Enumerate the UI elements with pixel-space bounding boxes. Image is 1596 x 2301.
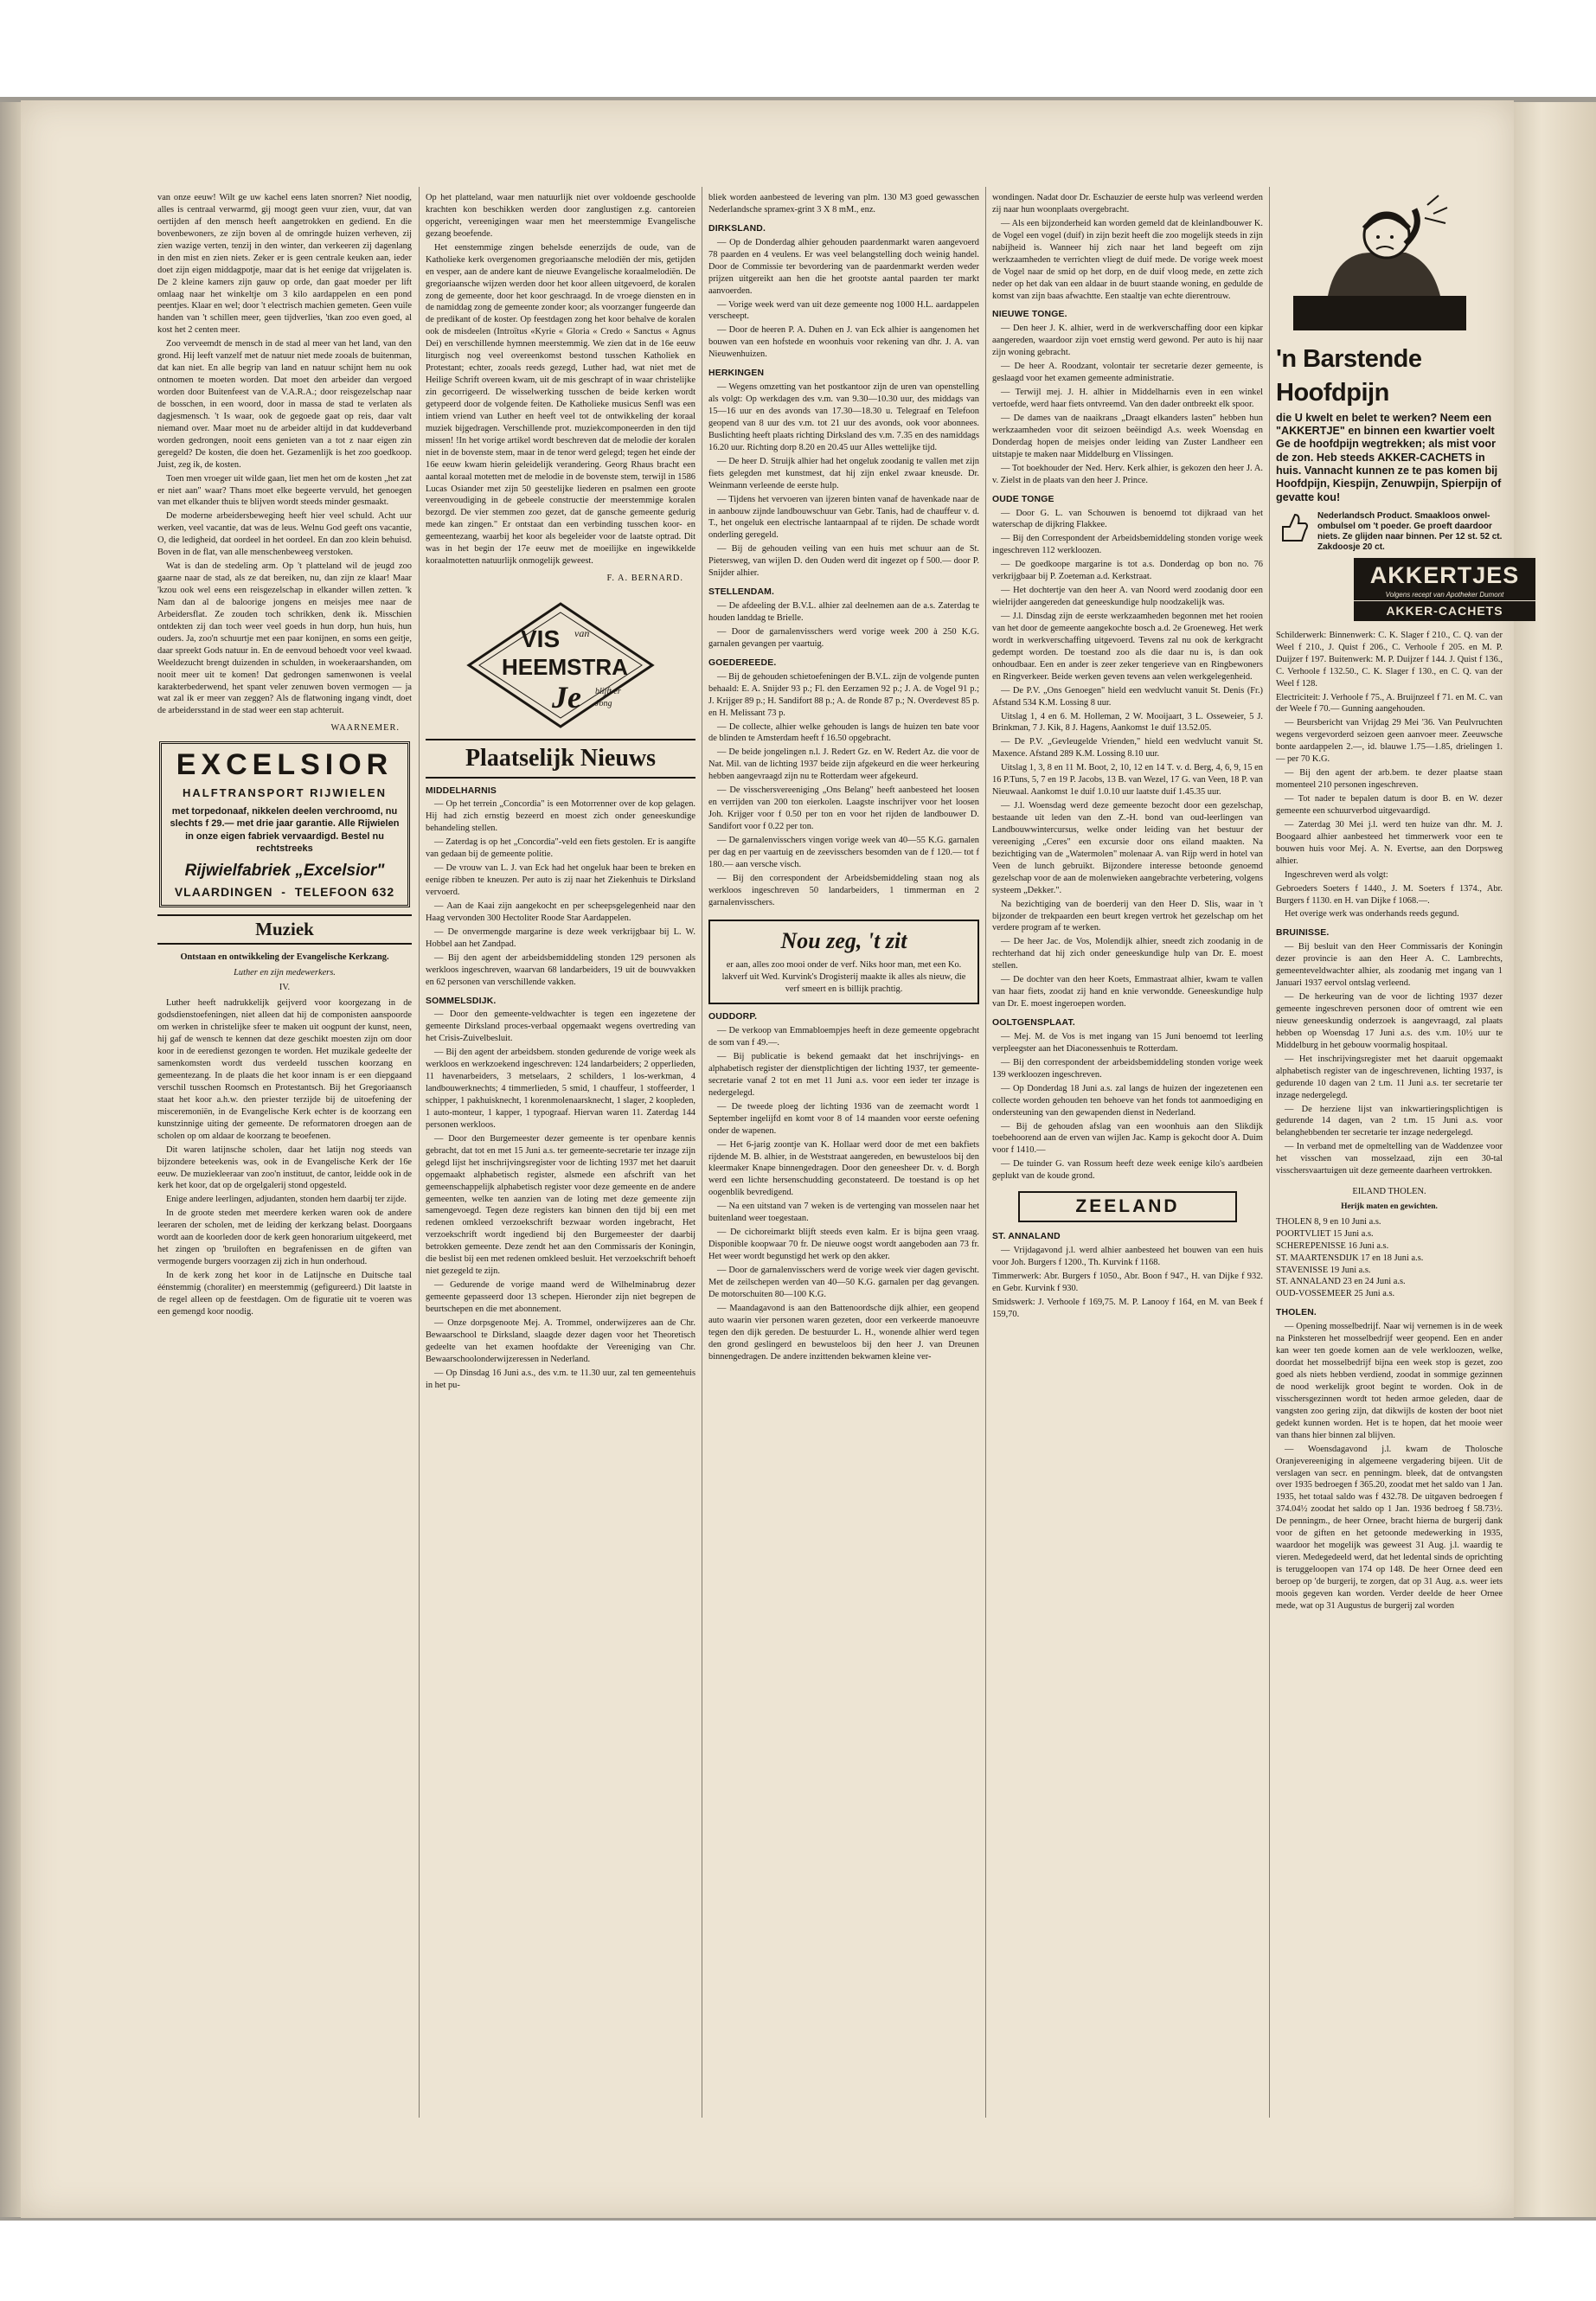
paragraph: Toen men vroeger uit wilde gaan, liet men het om de kosten „het zat er niet aan" waar? Thans moet elke begeerte vervuld, het genoegen van met elkander thuis te blijven wordt steeds minder gesmaakt. <box>157 473 412 508</box>
herijk-line: POORTVLIET 15 Juni a.s. <box>1276 1228 1374 1239</box>
article-subtitle: Luther en zijn medewerkers. <box>234 967 336 977</box>
vis-word: VIS <box>521 625 561 652</box>
paragraph: — Tot nader te bepalen datum is door B. en W. dezer gemeente een schuurverbod uitgevaardigd. <box>1276 794 1503 816</box>
paragraph: Smidswerk: J. Verhoole f 169,75. M. P. Lanooy f 164, en M. van Beek f 159,70. <box>992 1298 1263 1319</box>
van-word: van <box>574 627 590 639</box>
vis-heemstra-advertisement <box>426 600 695 730</box>
paragraph: — De cichoreimarkt blijft steeds even kalm. Er is bijna geen vraag. Disponible koopwaar 70 fr. De nieuwe oogst wordt aangeboden aan 73 fr. Het weer wordt begunstigd het werk op den akker. <box>708 1227 979 1262</box>
paragraph: van onze eeuw! Wilt ge uw kachel eens laten snorren? Niet noodig, alles is centraal verwarmd, gij moogt geen vuur zien, vuur, dat van oertijden af den mensch heeft aangetrokken en gediend. En die bovenbewoners, ze zijn boven al de omringde huizen verheven, zij zien wazige verten, tenzij in den winter, dan verkeeren zij dagenlang in den mist en zien niets. Zeker er is geen centrale keuken aan, ieder doet zijn eigen middagpotje, maar dat is het eenige dat vrijgelaten is. De 2 kleine kamers zijn gauw op orde, dan gaat moeder per lift omlaag naar het winkeltje om 3 kilo aardappelen en een pond peentjes. Klaar en wel; door 't electrisch machien gemeten. Geen vuile handen van 't schillen meer, geen tijdverlies, 'tkan zoo even goed, al kost het 2 centen meer. <box>157 193 412 336</box>
paragraph: — Op Donderdag 18 Juni a.s. zal langs de huizen der ingezetenen een collecte worden gehouden ten behoeve van het fonds tot aanmoediging en ondersteuning van den gewapenden dienst in Nederland. <box>992 1083 1263 1118</box>
place-heading: GOEDEREEDE. <box>708 657 777 668</box>
paragraph: — De dames van de naaikrans „Draagt elkanders lasten" hebben hun werkzaamheden voor dit seizoen beëindigd A.s. week Woensdag en Donderdag hopen de meisjes onder leiding van Zuster Landheer een uitstapje te maken naar Middelburg en Vlissingen. <box>992 413 1263 459</box>
paragraph: — De P.V. „Gevleugelde Vrienden," hield een wedvlucht vanuit St. Maxence. Afstand 289 K.M. Lossing 8.10 uur. <box>992 737 1263 760</box>
ad-separator: - <box>277 884 291 899</box>
section-heading-muziek: Muziek <box>157 914 412 944</box>
paragraph: — In verband met de opmeltelling van de Waddenzee voor het visschen van mosselzaad, zijn een 30-tal visschersvaartuigen uit deze gemeente daarheen vertrokken. <box>1276 1142 1503 1176</box>
paragraph: — Tijdens het vervoeren van ijzeren binten vanaf de havenkade naar de in aanbouw zijnde landbouwschuur van Gebr. Tanis, had de chauffeur v. d. T., het ongeluk een electrische lantaarnpaal af te rijden. De schade wordt onderling geregeld. <box>708 494 979 541</box>
ad-pack-text: Nederlandsch Product. Smaakloos onwel-ombulsel om 't poeder. Ge proeft daardoor niets. Ze glijden naar binnen. Per 12 st. 52 ct. Zakdoosje 20 ct. <box>1317 511 1503 553</box>
paragraph: — Door den gemeente-veldwachter is tegen een ingezetene der gemeente Dirksland proces-verbaal opgemaakt wegens overtreding van het Crisis-Zuivelbesluit. <box>426 1009 695 1044</box>
paragraph: — De heer A. Roodzant, volontair ter secretarie dezer gemeente, is geslaagd voor het examen gemeente administratie. <box>992 362 1263 384</box>
paragraph: Luther heeft nadrukkelijk geijverd voor koorgezang in de godsdienstoefeningen, niet alleen dat hij de componisten aanspoorde om werken in christelijke sfeer te maken uit oogpunt der kunst, neen, hij gaf de wensch te kennen dat deze geschikt moesten zijn om door koor in de eeredienst gezongen te worden. Het muzikale gedeelte der samenkomsten wordt dus verdeeld tusschen koorzang en gemeentezang. In de plaats die het koor innam is er een diepgaand verschil tusschen Roomsch en Protestantsch. Bij het Gregoriaansch staat het koor a.h.w. den priester terzijde bij de uitoefening der misceremoniën, in de Evangelische Kerk echter is de koorzang een kunstzinnige uiting der gemeente. De reformatoren droegen aan de scholen op om aldaar de koorzang te beoefenen. <box>157 998 412 1141</box>
paragraph: Ingeschreven werd als volgt: <box>1285 869 1388 880</box>
spacer <box>1276 621 1503 630</box>
ad-headline: 'n Barstende Hoofdpijn <box>1276 344 1422 407</box>
paragraph: — Door de garnalenvisschers werd vorige week 200 à 250 K.G. garnalen gevangen per vaartuig. <box>708 626 979 649</box>
paragraph: — Bij de gehouden afslag van een woonhuis aan den Slikdijk toebehoorend aan de erven van wijlen Jac. Kamp is gekocht door A. Duim voor f 1410.— <box>992 1121 1263 1156</box>
ad-city: VLAARDINGEN <box>174 884 273 899</box>
herijk-line: ST. ANNALAND 23 en 24 Juni a.s. <box>1276 1277 1406 1287</box>
paragraph: — De afdeeling der B.V.L. alhier zal deelnemen aan de a.s. Zaterdag te houden landdag te Brielle. <box>708 601 979 623</box>
place-heading: OOLTGENSPLAAT. <box>992 1018 1075 1028</box>
paragraph: Het overige werk was onderhands reeds gegund. <box>1285 909 1459 920</box>
paragraph: — Bij den agent der arbeidsbem. stonden gedurende de vorige week als werkloos en werkzoekend ingeschreven: 124 landarbeiders; 2 opperlieden, 11 havenarbeiders, 3 metselaars, 2 schilders, 1 los-werkman, 4 landbouwerknechts; 4 timmerlieden, 5 smid, 1 chauffeur, 1 stoffeerder, 1 schipper, 1 pakhuisknecht, 1 korenmolenaarsknecht, 1 slager, 2 koopleden, 1 auto-monteur, 1 kapper, 1 typograaf. Hiervan waren 11. Zaterdag 144 personen werkloos. <box>426 1048 695 1130</box>
headache-man-illustration <box>1276 192 1503 335</box>
paragraph: — Wegens omzetting van het postkantoor zijn de uren van openstelling als volgt: Op werkdagen des v.m. van 9.30—10.30 uur, des middags van 15—16 uur en des avonds van 17.30—18.30 u. Telegraaf en Telefoon geopend van 8 uur des v.m. tot 21 uur des avonds, ook voor abonnees. Buslichting heeft plaats richting Dirksland des v.m. 7.35 en des namiddags 16.20 uur. Richting dorp 8.20 en 20.45 uur Alles wettelijke tijd. <box>708 382 979 452</box>
paragraph: — De garnalenvisschers vingen vorige week van 40—55 K.G. garnalen per dag en per vaartuig en de zeevisschers besomden van de f 120.— tot f 180.— aan versche visch. <box>708 835 979 869</box>
herijk-line: THOLEN 8, 9 en 10 Juni a.s. <box>1276 1216 1381 1227</box>
akkertjes-logo <box>1354 558 1535 621</box>
paragraph: — Opening mosselbedrijf. Naar wij vernemen is in de week na Pinksteren het mosselbedrijf weer geopend. Een en ander kan weer ten goede komen aan de vele werkloozen, welke, doordat het mosselbedrijf bijna een week stop is gezet, zoo goed als niets hebben verdiend, zoodat in sommige gezinnen de nood werkelijk groot begint te worden. Ook in de visschersgezinnen wordt tot heden armoe geleden, daar de vangsten zoo gering zijn, dat dikwijls de kosten der boot niet gedekt kunnen worden. Het is te hopen, dat het mooie weer van thans hier binnen zal blijven. <box>1276 1322 1503 1440</box>
place-heading: DIRKSLAND. <box>708 223 766 234</box>
paragraph: Uitslag 1, 4 en 6. M. Holleman, 2 W. Mooijaart, 3 L. Osseweier, 5 J. Brinkman, 7 J. Kik, 8 J. Hagens, Aankomst 1e duif 13.52.05. <box>992 711 1263 734</box>
column-3 <box>708 192 979 2119</box>
paragraph: Gebroeders Soeters f 1440., J. M. Soeters f 1374., Abr. Burgers f 1130. en H. van Dijke f 1068.—. <box>1276 883 1503 906</box>
paragraph: — Op Dinsdag 16 Juni a.s., des v.m. te 11.30 uur, zal ten gemeentehuis in het pu- <box>426 1368 695 1390</box>
paragraph: — De collecte, alhier welke gehouden is langs de huizen ten bate voor de blinden te Amsterdam heeft f 16.50 opgebracht. <box>708 721 979 744</box>
herijk-line: ST. MAARTENSDIJK 17 en 18 Juni a.s. <box>1276 1253 1424 1263</box>
paragraph: — De heer Jac. de Vos, Molendijk alhier, sneedt zich zoodanig in de rechterhand dat hij zich onder geneeskundige hulp van Dr. E. moest stellen. <box>992 937 1263 971</box>
paragraph: — De beide jongelingen n.l. J. Redert Gz. en W. Redert Az. die voor de Nat. Mil. van de lichting 1937 beide zijn afgekeurd en die weer herkeuring hebben aangevraagd zijn nu te Rotterdam weer afgekeurd. <box>708 747 979 782</box>
paragraph: — Na een uitstand van 7 weken is de vertenging van mosselen naar het buitenland weer toegestaan. <box>708 1202 979 1224</box>
paragraph: — Vrijdagavond j.l. werd alhier aanbesteed het bouwen van een huis voor Joh. Burgers f 1200., Th. Kurvink f 1168. <box>992 1246 1263 1268</box>
je-word: Je <box>552 680 581 715</box>
paragraph: — Het dochtertje van den heer A. van Noord werd zoodanig door een wielrijder aangereden dat geneeskundige hulp noodzakelijk was. <box>992 586 1263 608</box>
ad-phone: TELEFOON 632 <box>294 884 395 899</box>
paragraph: — Maandagavond is aan den Battenoordsche dijk alhier, een geopend auto waarin vier personen waren gezeten, door een verkeerde manoeuvre tegen den dijk gereden. De bestuurder L. H., wonende alhier werd tegen den grond geslingerd en bewusteloos bij den heer J. van Dreunen binnengedragen. De andere inzittenden bekwamen kleine ver- <box>708 1303 979 1362</box>
paragraph: — Bij den agent der arb.bem. te dezer plaatse staan momenteel 210 personen ingeschreven. <box>1276 768 1503 791</box>
paragraph: Het eenstemmige zingen behelsde eenerzijds de oude, van de Katholieke kerk overgenomen gregoriaansche melodiën der mis, getijden en vesper, aan de andere kant de nieuwe Evangelische koraalmelodiën. De gregoriaansche wijzen werden door het koor alleen uitgevoerd, de koralen zong de gemeente, door het koor geschraagd. In de vroege diensten en in de namiddag zong de gemeente zonder koor; als voorzanger fungeerde dan de predikant of de koster. Op feestdagen zong het koor behalve de koralen ook de misdeelen (Introïtus «Kyrie « Gloria « Credo « Sanctus « Agnus Dei) en verschillende hymnen meerstemmig. We zien dat in de 16e eeuw liturgisch nog veel overeenkomst bestond tusschen Katholiek en Protestant; echter, zooals reeds gezegd, Luther had, wat niet met de Heilige Schrift overeen kwam, uit de mis geschrapt of in waar christelijke zin gecorrigeerd. De wisselwerking tusschen de beide kerken wordt getypeerd door de volgende feiten. De Katholieke musicus Senfl was een intiem vriend van Luther en heeft veel tot de ontwikkeling der koraal muziek bijgedragen. Verschillende prot. muziekcomponeerden in den tijd missen! !In het vorige artikel wordt beschreven dat de melodie der koralen niet in de bovenste stem, maar in de tenor werd gelegd; tegen het einde der 16e eeuw kwam hierin geleidelijk verandering. Georg Rhaus bracht een aantal koraal motetten met de melodie in de bovenste stem, terwijl in 1586 Lucas Osiander met zijn 50 geestelijke liederen en psalmen een groote vereenvoudiging in de gebeele constructie der meerstemmige koralen bezorgd. De vier stemmen zoo gezet, dat de gansche gemeente gedurig mede kan zingen." Er ontstaat dan een verbinding tusschen koor- en gemeentezang, waarbij het koor als begeleider voor de laatste optrad. Dit was in het begin der 17e eeuw met de moeilijke en ingewikkelde koraalmotetten natuurlijk onmogelijk geweest. <box>426 242 695 567</box>
paragraph: — De onvermengde margarine is deze week verkrijgbaar bij L. W. Hobbel aan het Zandpad. <box>426 926 695 949</box>
jong-word: Jong <box>595 699 612 708</box>
paragraph: — Bij besluit van den Heer Commissaris der Koningin dezer provincie is aan den Heer A. C. Lambrechts, gemeenteveldwachter alhier, als zoodanig met ingang van 1 Januari 1937 eervol ontslag verleend. <box>1276 942 1503 989</box>
paragraph: — Door G. L. van Schouwen is benoemd tot dijkraad van het waterschap de dijkring Flakkee. <box>992 508 1263 530</box>
akkertjes-advertisement <box>1276 192 1520 621</box>
paragraph: — De visschersvereeniging „Ons Belang" heeft aanbesteed het loosen en verrijden van 200 ton eierkolen. Laagste inschrijver voor het loosen Joh. Krijger voor f 0.50 per ton en voor het rijden de landbouwer D. Sandifort voor f 0.22 per ton. <box>708 785 979 831</box>
paragraph: — Op de Donderdag alhier gehouden paardenmarkt waren aangevoerd 78 paarden en 4 veulens. Er was veel belangstelling doch weinig handel. Door de Commissie ter bevordering van de paardenmarkt werden weder prijzen uitgereikt aan hen die het grootste aantal paarden ter markt aanvoerden. <box>708 237 979 296</box>
place-heading: BRUINISSE. <box>1276 928 1330 939</box>
herijk-line: STAVENISSE 19 Juni a.s. <box>1276 1265 1371 1275</box>
paragraph: — De P.V. „Ons Genoegen" hield een wedvlucht vanuit St. Denis (Fr.) Afstand 534 K.M. Lossing 8 uur. <box>992 685 1263 708</box>
place-heading: ST. ANNALAND <box>992 1232 1061 1242</box>
paragraph: Na bezichtiging van de boerderij van den Heer D. Slis, waar in 't bijzonder de trekpaarden een beurt kregen vertrok het gezelschap om het verdere program af te werken. <box>992 899 1263 933</box>
paragraph: — De herkeuring van de voor de lichting 1937 dezer gemeente ingeschreven personen door of omtrent wie een nieuw geneeskundig onderzoek is aangevraagd, zal plaats hebben op Woensdag 17 Juni a.s. des v.m. 10½ uur te Middelburg in het gebouw voormalig hospitaal. <box>1276 992 1503 1050</box>
paragraph: Enige andere leerlingen, adjudanten, stonden hem daarbij ter zijde. <box>166 1195 407 1205</box>
column-rule <box>1269 187 1270 2118</box>
place-heading: STELLENDAM. <box>708 587 775 598</box>
kurvink-advertisement <box>708 920 979 1005</box>
paragraph: — De herziene lijst van inkwartieringsplichtigen is gedurende 14 dagen, van 2 t.m. 15 Juni a.s. voor belanghebbenden ter secretarie ter inzage nedergelegd. <box>1276 1104 1503 1138</box>
paragraph: — Bij den agent der arbeidsbemiddeling stonden 129 personen als werkloos ingeschreven, waarvan 68 landarbeiders, 19 uit de bouwvakken en 62 personen van verschillende vakken. <box>426 952 695 987</box>
vis-logo-graphic <box>426 600 695 730</box>
paragraph: — Tot boekhouder der Ned. Herv. Kerk alhier, is gekozen den heer J. A. v. Zielst in de plaats van den heer J. Prince. <box>992 463 1263 485</box>
place-heading: SOMMELSDIJK. <box>426 996 497 1006</box>
herijk-title: Herijk maten en gewichten. <box>1341 1202 1438 1212</box>
ad-brand: EXCELSIOR <box>176 748 394 782</box>
paragraph: — Bij den Correspondent der Arbeidsbemiddeling stonden vorige week ingeschreven 112 werkloozen. <box>992 534 1263 556</box>
paragraph: — De vrouw van L. J. van Eck had het ongeluk haar been te breken en eenige ribben te kneuzen. Per auto is zij naar het Ziekenhuis te Dirksland vervoerd. <box>426 863 695 898</box>
ad-title: Nou zeg, 't zit <box>780 927 907 953</box>
paragraph: Schilderwerk: Binnenwerk: C. K. Slager f 210., C. Q. van der Weel f 210., J. Quist f 206., C. Verhoole f 205. en M. P. Duijzer f 197. Buitenwerk: M. P. Duijzer f 144. J. Quist f 136., C. Verhoole f 132.50., C. K. Slager f 130., en C. Q. van der Weel f 128. <box>1276 630 1503 689</box>
blijft-word: blijft er <box>595 687 621 696</box>
paragraph: bliek worden aanbesteed de levering van plm. 130 M3 goed gewasschen Nederlandsche spramex-grint 3 X 8 mM., enz. <box>708 193 979 215</box>
paragraph: — Zaterdag is op het „Concordia"-veld een fiets gestolen. Er is aangifte van gedaan bij de gemeente politie. <box>426 837 695 860</box>
column-1 <box>157 192 412 2119</box>
column-rule <box>985 187 986 2118</box>
column-2 <box>426 192 695 2119</box>
article-signature: F. A. BERNARD. <box>606 574 683 584</box>
paragraph: — Onze dorpsgenoote Mej. A. Trommel, onderwijzeres aan de Chr. Bewaarschool te Dirksland, slaagde dezer dagen voor het Theoretisch gedeelte van het examen hoofdakte der Vereeniging van Chr. Bewaarschoolonderwijzeressen in Nederland. <box>426 1317 695 1364</box>
logo-word: AKKERTJES <box>1369 562 1520 589</box>
herijk-line: SCHEREPENISSE 16 Juni a.s. <box>1276 1240 1389 1251</box>
place-heading: HERKINGEN <box>708 369 765 379</box>
paragraph: Zoo verveemdt de mensch in de stad al meer van het land, van den grond. Hij leeft vanzelf met de natuur niet mede zooals de buitenman, dat kan niet. En alle begrip van land en natuur schijnt hem nu ook ontnomen te moeten worden. Dat moet den arbeider dan vergoed worden door Buitenfeest van de V.A.R.A.; door reisgezelschap naar de bosschen, in een woord, door in massa de stad te verlaten als dagjesmensch. 't Is waar, ook de gegoede gaat op reis, daar valt niemand over. Maar moet nu de arbeider altijd in dat kuddeverband worden gedrongen, nooit eens genieten van a tot z naar eigen zin geregeld? De kosten, die doen het. Gezamenlijk is het zoo goedkoop. Juist, zeg ik, de kosten. <box>157 339 412 470</box>
paragraph: — De verkoop van Emmabloempjes heeft in deze gemeente opgebracht de som van f 49.—. <box>708 1026 979 1048</box>
article-flat-continuation <box>157 192 412 734</box>
binding-edge <box>0 102 22 2217</box>
paragraph: — Aan de Kaai zijn aangekocht en per scheepsgelegenheid naar den Haag vervonden 300 Hectoliter Roode Star Aardappelen. <box>426 901 695 923</box>
article-part-number: IV. <box>279 983 291 993</box>
ad-pack-info <box>1276 511 1503 553</box>
paragraph: — Bij publicatie is bekend gemaakt dat het inschrijvings- en alphabetisch register der dienstplichtigen der lichting 1937, ter gemeente-secretarie vanaf 2 tot en met 11 Juni a.s. voor een ieder ter inzage is nedergelegd. <box>708 1052 979 1098</box>
paragraph: — Mej. M. de Vos is met ingang van 15 Juni benoemd tot leerling verpleegster aan het Diaconessenhuis te Rotterdam. <box>992 1031 1263 1054</box>
article-signature: WAARNEMER. <box>330 723 400 734</box>
place-heading: THOLEN. <box>1276 1308 1317 1318</box>
paragraph: — De tuinder G. van Rossum heeft deze week eenige kilo's aardbeien geplukt van de koude grond. <box>992 1159 1263 1182</box>
section-heading-plaatselijk-nieuws: Plaatselijk Nieuws <box>426 739 695 779</box>
paragraph: — Gedurende de vorige maand werd de Wilhelminabrug dezer gemeente gepasseerd door 13 schepen. Hieronder zijn niet begrepen de beurtschepen en die met abonnement. <box>426 1280 695 1314</box>
ad-contact <box>169 884 401 901</box>
column-5 <box>1276 192 1520 2119</box>
next-page-edge <box>1505 102 1596 2217</box>
paragraph: Op het platteland, waar men natuurlijk niet over voldoende geschoolde krachten kon beschikken werden door zanglustigen z.g. cantoreien opgericht, vereenigingen waar men het meerstemmige Evangelische gezang beoefende. <box>426 193 695 239</box>
paragraph: — Het inschrijvingsregister met het daaruit opgemaakt alphabetisch register van de ingeschrevenen, lichting 1937, is gedurende 10 dagen van 2 t.m. 11 Juni a.s. ter secretarie ter inzage nedergelegd. <box>1276 1054 1503 1100</box>
place-heading: NIEUWE TONGE. <box>992 310 1067 320</box>
paragraph: — J.l. Woensdag werd deze gemeente bezocht door een gezelschap, bestaande uit leden van den Z.-H. bond van oud-leerlingen van Landbouwwintercursus, welke onder leiding van het bestuur der vereeniging „Ceres" een excursie door ons eiland maakten. Na bezichtiging van de „Watermolen" molenaar A. van Rijp werd in hotel van Veen de lunch gebruikt. Bijzondere interesse betoonde genoemd gezelschap voor de aan de molenwieken aangebrachte verbetering, volgens systeem „Dekker.". <box>992 801 1263 895</box>
paragraph: In de kerk zong het koor in de Latijnsche en Duitsche taal éénstemmig (choraliter) en meerstemmig (gefigureerd.) Dit laatste in de regel alleen op de feestdagen. Om de figuratie uit te voeren was een gemengd koor noodig. <box>157 1271 412 1317</box>
paragraph: De moderne arbeidersbeweging heeft hier veel schuld. Acht uur werken, veel vacantie, dat was de leus. Welnu God geeft ons vacantie, O, die ledigheid, dat oordeel in het oordeel. En dan zoo klein behuisd. Boven in de flat, van alle menschenbeweeg verstoken. <box>157 511 412 558</box>
paragraph: — De dochter van den heer Koets, Emmastraat alhier, kwam te vallen van haar fiets, zoodat zij hand en knie verwondde. Geneeskundige hulp van Dr. E. moest ingeroepen worden. <box>992 975 1263 1009</box>
paragraph: Uitslag 1, 3, 8 en 11 M. Boot, 2, 10, 12 en 14 T. v. d. Berg, 4, 6, 9, 15 en 16 P.Tuns, 5, 7 en 19 P. Jacobs, 13 B. van Wezel, 17 G. van Veen, 18 P. van Nieuwaal. Aankomst 1e duif 1.0.10 uur laatste duif 1.45.35 uur. <box>992 763 1263 798</box>
section-title-eiland-tholen: EILAND THOLEN. <box>1352 1187 1426 1197</box>
paragraph: — Door den Burgemeester dezer gemeente is ter openbare kennis gebracht, dat tot en met 15 Juni a.s. ter gemeente-secretarie ter inzage zijn gelegd lijst het inschrijvingsregister voor de lichting 1937 met het daaruit opgemaakt alphabetisch register, alsmede een afschrift van het gemeenschappelijk alphabetisch register voor deze gemeente en de andere gemeenten, welke ten aanzien van de loting met deze gemeente zijn samengevoegd. Tegen deze registers kan binnen den tijd bij een met redenen omkleed verzoekschrift bezwaar worden ingebracht, Het verzoekschrift wordt ingediend bij den Burgemeester der daarbij betrokken gemeente. Deze zendt het aan den Commissaris der Koningin, die beslist bij een met redenen omkleed besluit. Het verzoekschrift behoeft niet gezegeld te zijn. <box>426 1133 695 1277</box>
paragraph: Electriciteit: J. Verhoole f 75., A. Bruijnzeel f 71. en M. C. van der Weele f 70.— Gunning aangehouden. <box>1276 692 1503 715</box>
ad-tagline: HALFTRANSPORT RIJWIELEN <box>183 785 387 799</box>
herijk-list <box>1276 1216 1503 1301</box>
paragraph: — De goedkoope margarine is tot a.s. Donderdag op bon no. 76 verkrijgbaar bij P. Zoeteman a.d. Kerkstraat. <box>992 560 1263 582</box>
paragraph: Wat is dan de stedeling arm. Op 't platteland wil de jeugd zoo gaarne naar de stad, als ze dat bereiken, nu, dan zijn ze klaar! Maar 'kzou ook wel eens een reisgezelschap in elkander willen zetten. 'k Nam dan al de baloorige jongens en meisjes mee naar de Arbeidersflat. Ze zouden toch schrikken, denk ik. Misschien ontdekten zij dan toch weer veel goeds in hun dorp, hun huis, hun ouders. Ja, zoo'n schuurtje met een paar konijnen, en soms een geitje, daar spreekt Gods natuur in. En de eenvoud behoedt voor veel kwaad. Weeldezucht brengt duizenden in schulden, in woekeraarshanden, om nooit meer uit te komen! Dat gedrongen samenwonen is veelal karakterbederwend, het spant veler zenuwen boven vermogen — ja wat zal ik er meer van zeggen? Als de flatwoning ingang vindt, doet de arbeidersstand in de stad weer een stap achteruit. <box>157 561 412 716</box>
place-heading: OUDE TONGE <box>992 494 1054 504</box>
paragraph: Timmerwerk: Abr. Burgers f 1050., Abr. Boon f 947., H. van Dijke f 932. en Gebr. Kurvink f 930. <box>992 1272 1263 1294</box>
heemstra-word: HEEMSTRA <box>502 654 628 680</box>
article-title: Ontstaan en ontwikkeling der Evangelische Kerkzang. <box>180 952 389 962</box>
paragraph: — Als een bijzonderheid kan worden gemeld dat de kleinlandbouwer K. de Vogel een vogel (duif) in zijn bezit heeft die zoo mogelijk steeds in zijn nabijheid is. Wanneer hij zich naar het land begeeft om zijn werkzaamheden te verrichten vliegt de duif mede. De vorige week moest de Vogel naar de smid op het dorp, en de duif vloog mede, en zette zich neder op het dak van een aldaar in de buurt staande woning, en gedulde de komst van zijn baas afwachtte. Een staaltje van echte dierentrouw. <box>992 218 1263 301</box>
paragraph: — De tweede ploeg der lichting 1936 van de zeemacht wordt 1 September ingelijfd en komt voor 8 of 14 maanden voor eerste oefening onder de wapenen. <box>708 1101 979 1136</box>
paragraph: — Bij de gehouden veiling van een huis met schuur aan de St. Pietersweg, van wijlen D. den Ouden werd dit ingezet op f 500.— door P. Snijder alhier. <box>708 544 979 579</box>
paragraph: — Zaterdag 30 Mei j.l. werd ten huize van dhr. M. J. Boogaard alhier aanbesteed het timmerwerk voor een te bouwen huis voor Mej. A. N. Evertse, aan den Dorpsweg alhier. <box>1276 819 1503 866</box>
paragraph: — Door de heeren P. A. Duhen en J. van Eck alhier is aangenomen het bouwen van een hofstede en woonhuis voor rekening van dhr. J. A. van Nieuwenhuizen. <box>708 325 979 360</box>
paragraph: — Beursbericht van Vrijdag 29 Mei '36. Van Peulvruchten wegens vergevorderd seizoen geen aanvoer meer. Zeeuwsche bonte aardappelen 2.—, id. blauwe 1.75—1.85, drielingen 1.— per 70 K.G. <box>1276 718 1503 765</box>
paragraph: In de groote steden met meerdere kerken waren ook de andere leeraren der scholen, met de leiding der kerkzang belast. Doorgaans wordt aan de koorleden door de kerk geen honorarium uitgekeerd, met het zingen op 'bruiloften en begrafenissen en de giften van vermogende burgers voorzagen zij zich in hun onderhoud. <box>157 1208 412 1267</box>
paragraph: — De heer D. Struijk alhier had het ongeluk zoodanig te vallen met zijn fiets gelegden met kunstmest, dat hij zijn enkel zwaar kneusde. Dr. Weinmann verleende de eerste hulp. <box>708 456 979 490</box>
paragraph: — Bij den correspondent der arbeidsbemiddeling stonden vorige week 139 werkloozen ingeschreven. <box>992 1057 1263 1080</box>
logo-subline: Volgens recept van Apotheker Dumont <box>1385 591 1504 599</box>
paragraph: — Den heer J. K. alhier, werd in de werkverschaffing door een kipkar aangereden, waardoor zijn voet ernstig werd gewond. Per auto is hij naar zijn woning gebracht. <box>992 324 1263 358</box>
ad-body: die U kwelt en belet te werken? Neem een "AKKERTJE" en binnen een kwartier voelt Ge de hoofdpijn wegtrekken; als mist voor de zon. Heb steeds AKKER-CACHETS in huis. Vannacht kunnen ze te pas komen bij Hoofdpijn, Kiespijn, Zenuwpijn, Spierpijn of gevatte kou! <box>1276 411 1502 503</box>
paragraph: — Woensdagavond j.l. kwam de Tholosche Oranjevereeniging in algemeene vergadering bijeen. Uit de verslagen van secr. en penningm. bleek, dat de ontvangsten over 1935 bedroegen f 365.20, zoodat met het saldo van 1 Jan. 1935, het totaal saldo was f 432.78. De uitgaven bedroegen f 374.04½ zoodat het saldo op 1 Jan. 1936 bedroeg f 58.73½. De penningm., de heer Ornee, bracht hierna de burgerij dank voor de giften en het getoonde medewerking in 1935, waardoor het mogelijk was geweest 31 Aug. j.l. waardig te vieren. Medegedeeld werd, dat het ledental sinds de oprichting is teruggeloopen van 174 op 148. De heer Ornee deed een beroep op 'de burgerij, te zorgen, dat op 31 Aug. a.s. weer iets moois gegeven kan worden. Verder deelde de heer Ornee mede, wat op 31 Augustus de burgerij zal worden <box>1276 1444 1503 1611</box>
ad-factory: Rijwielfabriek „Excelsior" <box>184 862 385 881</box>
paragraph: wondingen. Nadat door Dr. Eschauzier de eerste hulp was verleend werden zij naar hun woonplaats overgebracht. <box>992 193 1263 215</box>
place-heading: MIDDELHARNIS <box>426 785 497 796</box>
logo-bar: AKKER-CACHETS <box>1354 600 1535 621</box>
paragraph: — Op het terrein „Concordia" is een Motorrenner over de kop gelagen. Hij had zich ernstig bezeerd en moest zich onder geneeskundige behandeling stellen. <box>426 799 695 834</box>
place-heading: OUDDORP. <box>708 1012 758 1022</box>
ad-text: er aan, alles zoo mooi onder de verf. Niks hoor man, met een Ko. lakverf uit Wed. Kurvink's Drogisterij maakte ik alles als nieuw, die verf smeert en is billijk prachtig. <box>721 960 966 995</box>
paragraph: — Terwijl mej. J. H. alhier in Middelharnis even in een winkel vertoefde, werd haar fiets ontvreemd. Van den dader ontbreekt elk spoor. <box>992 388 1263 409</box>
paragraph: — Bij de gehouden schietoefeningen der B.V.L. zijn de volgende punten behaald: E. A. Snijder 93 p.; Fl. den Eerzamen 92 p.; J. A. de Vogel 91 p.; J. Krijger 89 p.; H. Sandifort 88 p.; A. de Ronde 87 p.; N. Overdevest 85 p. en H. Melissant 73 p. <box>708 671 979 718</box>
herijk-line: OUD-VOSSEMEER 25 Juni a.s. <box>1276 1289 1395 1299</box>
paragraph: — Door de garnalenvisschers werd de vorige week vier dagen gevischt. Met de zeilschepen werden van 40—50 K.G. garnalen per dag gevangen. De motorschuiten 80—100 K.G. <box>708 1265 979 1299</box>
thumb-up-icon <box>1276 511 1311 546</box>
excelsior-advertisement <box>159 741 410 907</box>
section-heading-zeeland: ZEELAND <box>1018 1191 1237 1222</box>
column-rule <box>419 187 420 2118</box>
paragraph: — J.l. Dinsdag zijn de eerste werkzaamheden begonnen met het rooien van het door de gemeente aangekochte bosch a.d. 2e Groeneweg. Het werk wordt in werkverschaffing uitgevoerd. Tevens zal nu ook de kerkgracht gedempt worden. De toestand zoo als die daar nu is, is dan ook onhoudbaar. Een en ander is zeer zeker tengerieve van en Ringbewoners en Ringverkeer. Beide werken geven tevens aan velen werkgelegenheid. <box>992 612 1263 682</box>
column-4 <box>992 192 1263 2119</box>
paragraph: — Vorige week werd van uit deze gemeente nog 1000 H.L. aardappelen verscheept. <box>708 299 979 322</box>
ad-body: met torpedonaaf, nikkelen deelen verchroomd, nu slechts f 29.— met drie jaar garantie. Alle Rijwielen in onze eigen fabriek vervaardigd. Bestel nu rechtstreeks <box>170 806 400 854</box>
paragraph: — Het 6-jarig zoontje van K. Hollaar werd door de met een bakfiets rijdende M. B. alhier, in de Weststraat aangereden, en bewusteloos bij den kleermaker Knape binnengedragen. Door den geneesheer Dr. v. d. Borgh werd een lichte hersenschudding geconstateerd. De toestand is op het oogenblik bevredigend. <box>708 1139 979 1198</box>
paragraph: Dit waren latijnsche scholen, daar het latijn nog steeds van bijzondere beteekenis was, ook in de Evangelische Kerk der 16e eeuw. De muziekleeraar van zoo'n instituut, de cantor, leidde ook in de kerk het koor, dat op de orgelgalerij stond opgesteld. <box>157 1144 412 1191</box>
paragraph: — Bij den correspondent der Arbeidsbemiddeling staan nog als werkloos ingeschreven 50 landarbeiders, 1 timmerman en 2 garnalenvisschers. <box>708 873 979 907</box>
